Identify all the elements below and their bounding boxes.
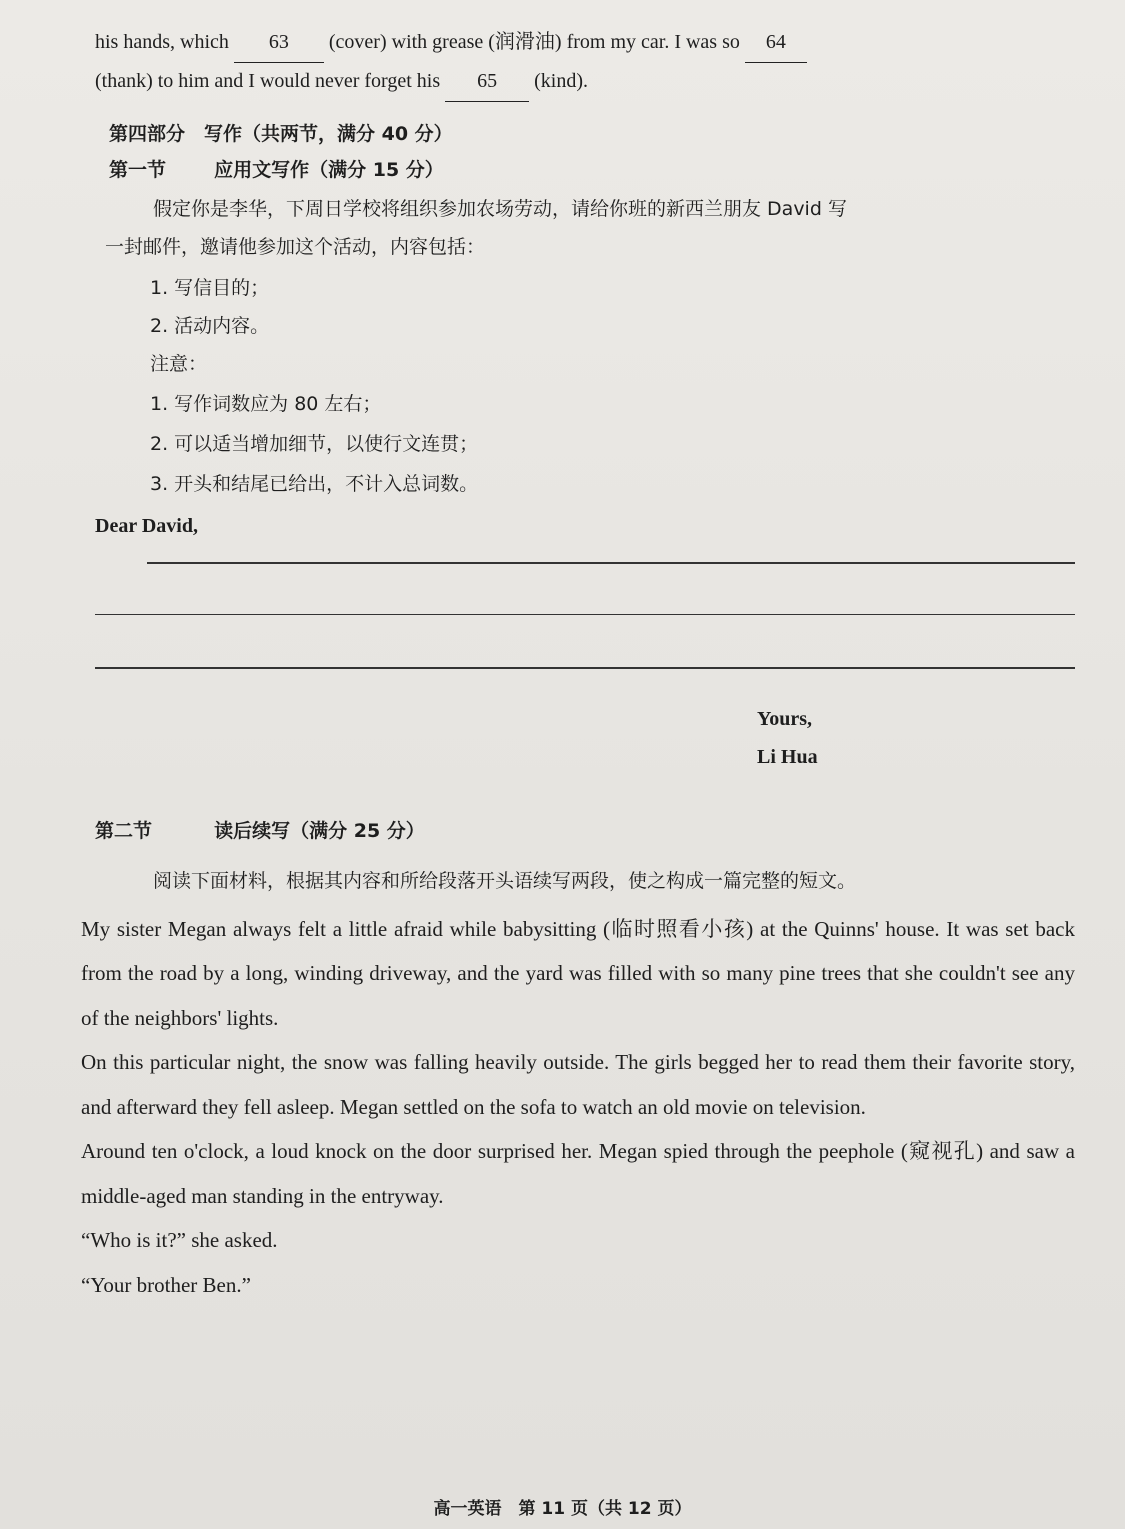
continuation-passage (81, 907, 1075, 1308)
answer-line-1[interactable] (147, 562, 1075, 564)
passage-paragraph-3: Around ten o'clock, a loud knock on the door surprised her. Megan spied through the peephole (窥视孔) and saw a middle-aged man standing in the entryway. (81, 1139, 1075, 1208)
note-label: 注意： (150, 353, 208, 375)
section2-instruction: 阅读下面材料，根据其内容和所给段落开头语续写两段，使之构成一篇完整的短文。 (153, 869, 857, 892)
passage-paragraph-1: My sister Megan always felt a little afraid while babysitting (临时照看小孩) at the Quinns' house. It was set back from the road by a long, winding driveway, and the yard was filled with so many pine trees that she couldn't see any of the neighbors' lights. (81, 916, 1075, 1030)
answer-line-3[interactable] (95, 667, 1075, 669)
section2-heading (95, 811, 1075, 851)
section1-title: 应用文写作（满分 15 分） (214, 159, 444, 181)
salutation: Dear David, (95, 515, 198, 537)
cloze-text: his hands, which (95, 31, 229, 53)
cloze-text: (thank) to him and I would never forget his (95, 70, 441, 92)
section2-title: 读后续写（满分 25 分） (214, 819, 425, 842)
answer-line-2[interactable] (95, 614, 1075, 616)
passage-paragraph-5: “Your brother Ben.” (81, 1272, 251, 1297)
blank-64[interactable]: 64 (745, 22, 807, 63)
content-item-1: 1. 写信目的； (150, 277, 270, 299)
signature: Li Hua (757, 745, 818, 768)
section1-heading (95, 152, 1075, 188)
cloze-text: (kind). (534, 70, 588, 92)
passage-paragraph-2: On this particular night, the snow was falling heavily outside. The girls begged her to read them their favorite story, and afterward they fell asleep. Megan settled on the sofa to watch an old movie on television. (81, 1050, 1075, 1119)
section1-label: 第一节 (109, 159, 167, 181)
cloze-line-2 (95, 61, 1075, 102)
blank-63[interactable]: 63 (234, 22, 324, 63)
blank-65[interactable]: 65 (445, 61, 529, 102)
writing-prompt-line-2: 一封邮件，邀请他参加这个活动，内容包括： (105, 236, 486, 258)
closing: Yours, (757, 707, 813, 730)
section2-label: 第二节 (95, 819, 153, 842)
note-1: 1. 写作词数应为 80 左右； (150, 393, 382, 415)
content-item-2: 2. 活动内容。 (150, 315, 270, 337)
cloze-text: (cover) with grease (润滑油) from my car. I was so (328, 31, 740, 53)
note-3: 3. 开头和结尾已给出，不计入总词数。 (150, 473, 479, 495)
writing-prompt-line-1: 假定你是李华，下周日学校将组织参加农场劳动，请给你班的新西兰朋友 David 写 (153, 198, 847, 220)
note-2: 2. 可以适当增加细节，以使行文连贯； (150, 433, 479, 455)
part4-title: 第四部分 写作（共两节，满分 40 分） (109, 123, 453, 145)
cloze-line-1 (95, 22, 1075, 63)
page-footer: 高一英语 第 11 页（共 12 页） (433, 1499, 692, 1519)
passage-paragraph-4: “Who is it?” she asked. (81, 1228, 278, 1252)
